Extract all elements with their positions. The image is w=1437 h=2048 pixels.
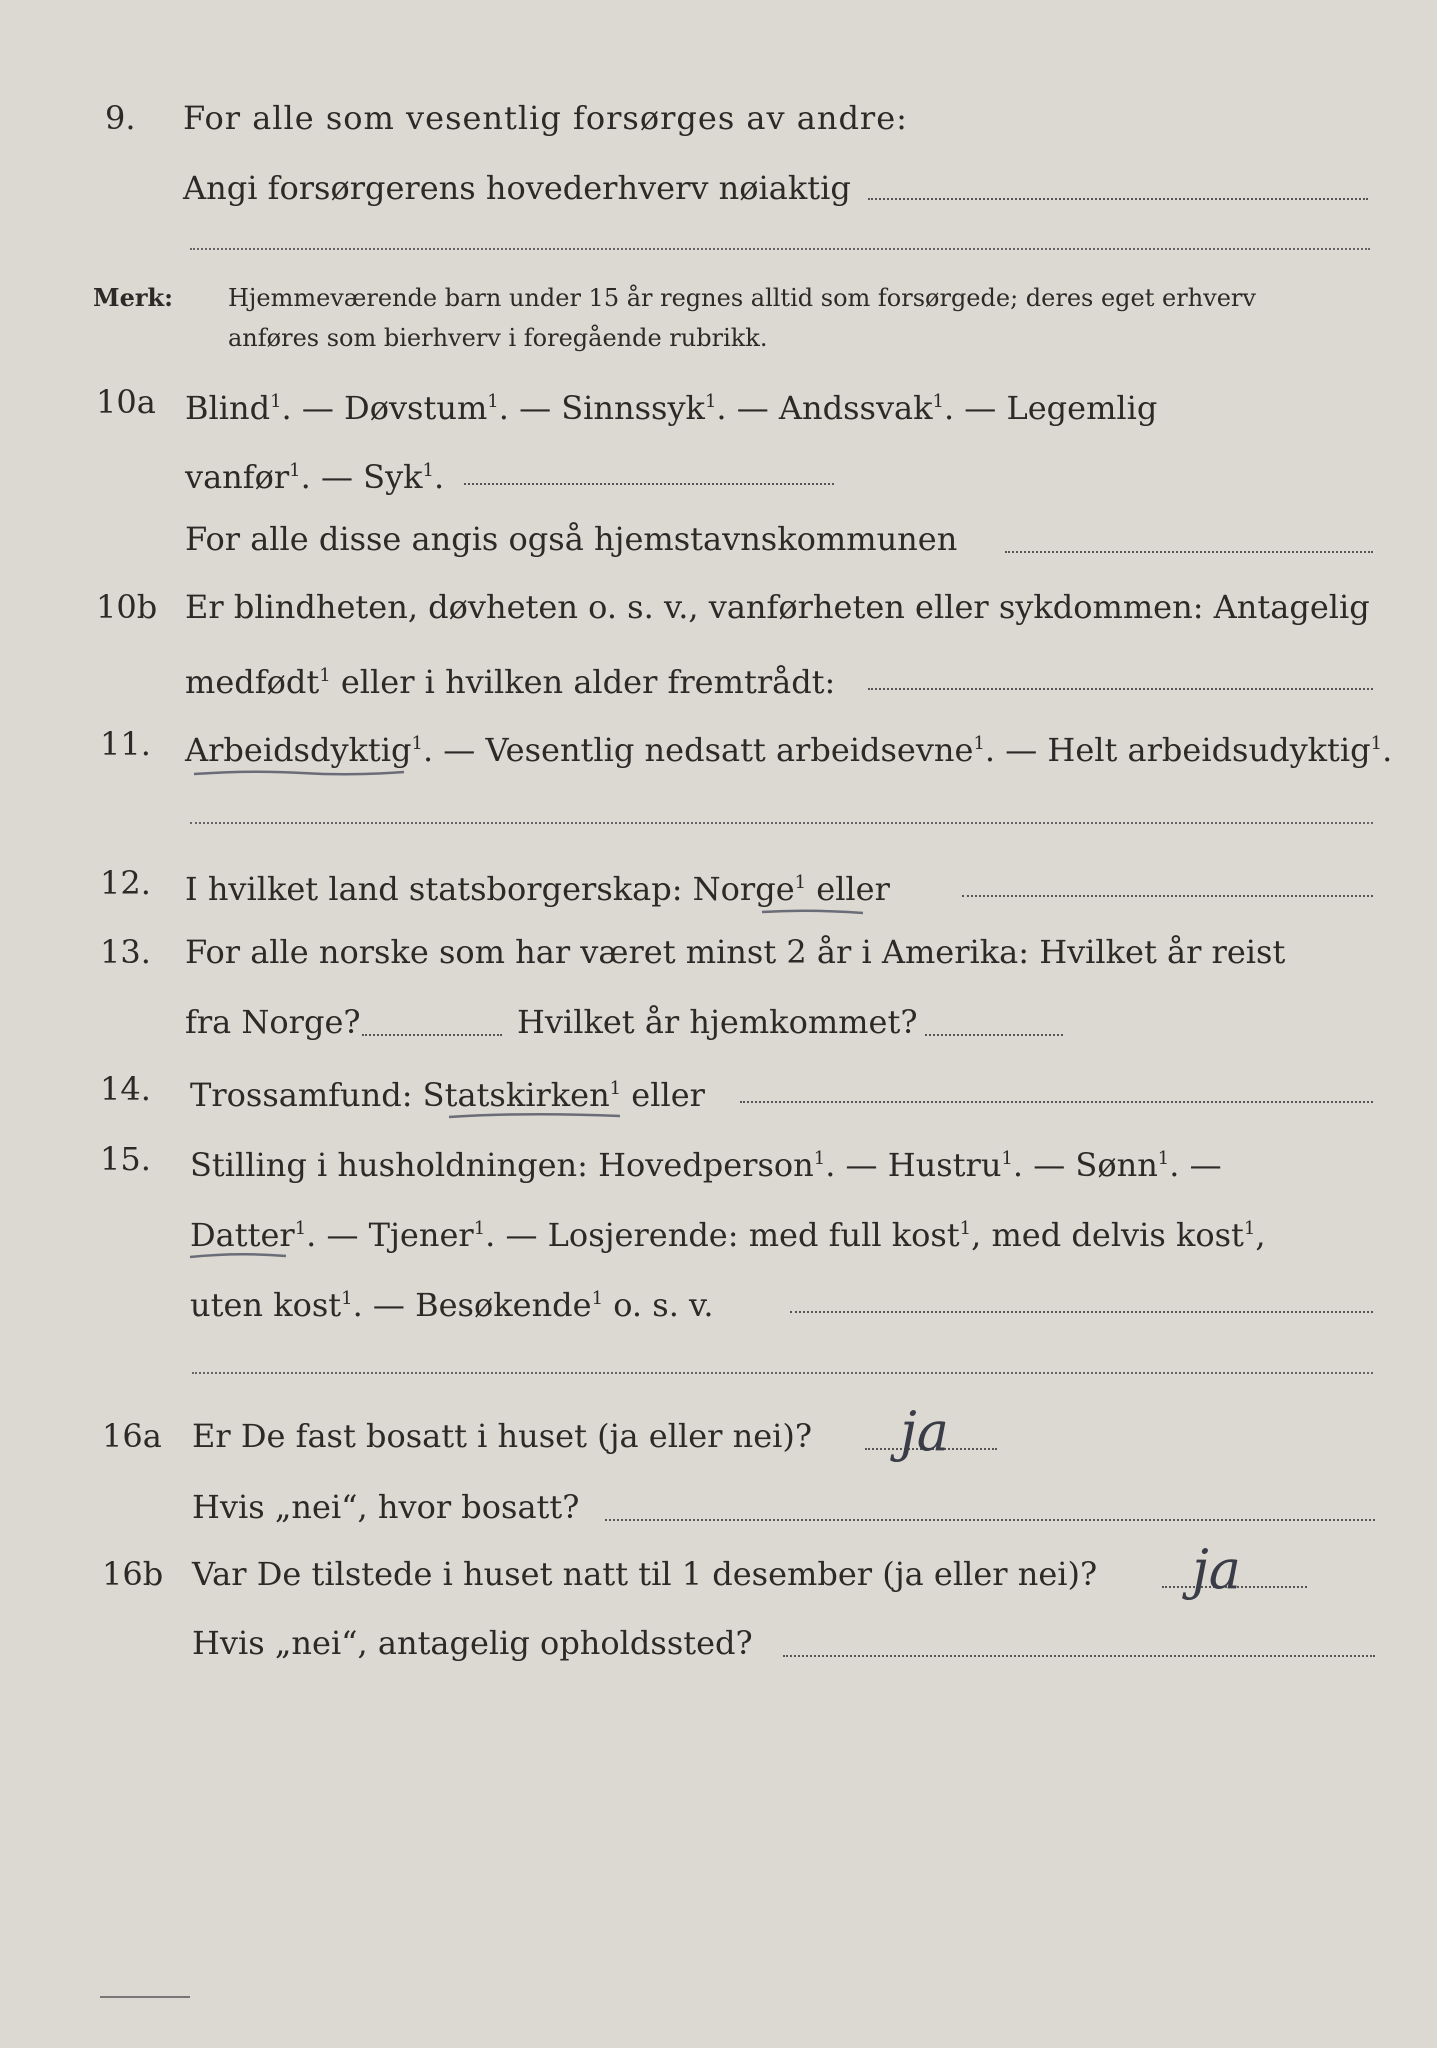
q14-answer-field[interactable] bbox=[740, 1101, 1373, 1103]
q10b-number: 10b bbox=[96, 588, 158, 626]
q10a-text: Blind$^1$. — Døvstum$^1$. — Sinnssyk$^1$. — Andssvak$^1$. — Legemlig bbox=[185, 389, 1158, 427]
q16b-text: Var De tilstede i huset natt til 1 desember (ja eller nei)? bbox=[192, 1555, 1098, 1593]
q15-text: Stilling i husholdningen: Hovedperson$^1$. — Hustru$^1$. — Sønn$^1$. — bbox=[190, 1146, 1222, 1184]
q15-answer-line[interactable] bbox=[192, 1372, 1373, 1374]
q9-text: For alle som vesentlig forsørges av andre: bbox=[183, 99, 908, 137]
q16b-handwritten-answer: ja bbox=[1192, 1538, 1241, 1601]
q10a-hometown-field[interactable] bbox=[1005, 551, 1373, 553]
q15-text-3: uten kost$^1$. — Besøkende$^1$ o. s. v. bbox=[190, 1286, 714, 1324]
q16a-residence-field[interactable] bbox=[605, 1519, 1375, 1521]
q10b-text-2: medfødt$^1$ eller i hvilken alder fremtrådt: bbox=[185, 663, 836, 701]
q16b-text-2: Hvis „nei“, antagelig opholdssted? bbox=[192, 1624, 753, 1662]
q11-text: Arbeidsdyktig$^1$. — Vesentlig nedsatt arbeidsevne$^1$. — Helt arbeidsudyktig$^1$. bbox=[185, 731, 1393, 769]
q12-answer-field[interactable] bbox=[962, 895, 1373, 897]
q16a-number: 16a bbox=[102, 1417, 162, 1455]
q13-text: For alle norske som har været minst 2 år i Amerika: Hvilket år reist bbox=[185, 933, 1286, 971]
note-text-2: anføres som bierhverv i foregående rubrikk. bbox=[228, 324, 768, 352]
q10a-answer-field[interactable] bbox=[464, 483, 834, 485]
q15-answer-field[interactable] bbox=[790, 1311, 1373, 1313]
q12-text: I hvilket land statsborgerskap: Norge$^1$ eller bbox=[185, 870, 890, 908]
q12-number: 12. bbox=[100, 864, 151, 902]
q13-text-2a: fra Norge? bbox=[185, 1003, 361, 1041]
q9-number: 9. bbox=[105, 99, 136, 137]
q13-text-2b: Hvilket år hjemkommet? bbox=[517, 1003, 918, 1041]
q16b-location-field[interactable] bbox=[783, 1655, 1375, 1657]
q16a-text-2: Hvis „nei“, hvor bosatt? bbox=[192, 1488, 580, 1526]
q16b-number: 16b bbox=[102, 1555, 164, 1593]
q15-text-2: Datter$^1$. — Tjener$^1$. — Losjerende: med full kost$^1$, med delvis kost$^1$, bbox=[190, 1216, 1266, 1254]
q11-number: 11. bbox=[100, 725, 151, 763]
q10a-text-3: For alle disse angis også hjemstavnskommunen bbox=[185, 520, 958, 558]
q10a-text-2: vanfør$^1$. — Syk$^1$. bbox=[185, 458, 445, 496]
q16a-text: Er De fast bosatt i huset (ja eller nei)? bbox=[192, 1417, 813, 1455]
note-text: Hjemmeværende barn under 15 år regnes alltid som forsørgede; deres eget erhverv bbox=[228, 284, 1256, 312]
note-label: Merk: bbox=[93, 283, 173, 312]
q12-handwritten-underline bbox=[760, 907, 865, 917]
q14-handwritten-underline bbox=[447, 1111, 622, 1121]
q14-text: Trossamfund: Statskirken$^1$ eller bbox=[190, 1076, 705, 1114]
q13-departure-field[interactable] bbox=[362, 1034, 502, 1036]
q16a-handwritten-answer: ja bbox=[900, 1400, 949, 1463]
q10b-text: Er blindheten, døvheten o. s. v., vanførheten eller sykdommen: Antagelig bbox=[185, 588, 1370, 626]
q10a-number: 10a bbox=[96, 383, 156, 421]
q11-answer-line[interactable] bbox=[190, 822, 1373, 824]
q15-number: 15. bbox=[100, 1140, 151, 1178]
q9-subtext: Angi forsørgerens hovederhverv nøiaktig bbox=[183, 169, 851, 207]
q13-return-field[interactable] bbox=[925, 1034, 1063, 1036]
q9-answer-field[interactable] bbox=[868, 198, 1368, 200]
q11-handwritten-underline bbox=[192, 768, 407, 778]
footnote-rule bbox=[100, 1996, 190, 1998]
q13-number: 13. bbox=[100, 933, 151, 971]
q9-answer-line[interactable] bbox=[190, 248, 1370, 250]
q10b-answer-field[interactable] bbox=[868, 688, 1373, 690]
q14-number: 14. bbox=[100, 1070, 151, 1108]
q15-handwritten-underline bbox=[188, 1251, 288, 1261]
